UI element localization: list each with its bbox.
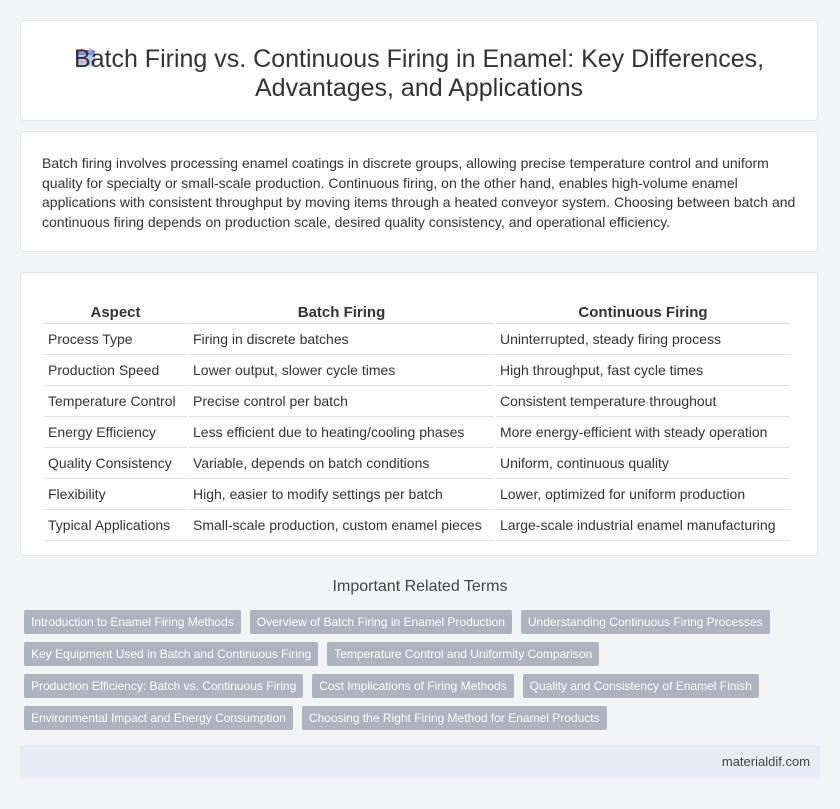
table-cell: Typical Applications — [44, 510, 187, 541]
footer-site-link[interactable]: materialdif.com — [721, 754, 810, 769]
table-cell: Variable, depends on batch conditions — [189, 448, 494, 479]
table-row — [44, 479, 790, 510]
table-cell: Precise control per batch — [189, 386, 494, 417]
related-term-tag[interactable]: Choosing the Right Firing Method for Enamel Products — [302, 706, 607, 730]
table-cell: Large-scale industrial enamel manufacturing — [496, 510, 790, 541]
tag-row — [24, 610, 824, 642]
related-term-tag[interactable]: Understanding Continuous Firing Processes — [521, 610, 770, 634]
comparison-table — [42, 293, 792, 541]
table-row — [44, 355, 790, 386]
table-cell: Uninterrupted, steady firing process — [496, 324, 790, 355]
related-term-tag[interactable]: Introduction to Enamel Firing Methods — [24, 610, 241, 634]
related-term-tag[interactable]: Quality and Consistency of Enamel Finish — [523, 674, 759, 698]
table-row — [44, 417, 790, 448]
table-row — [44, 386, 790, 417]
title-line-2: Advantages, and Applications — [254, 74, 583, 102]
header-batch-firing: Batch Firing — [189, 293, 494, 324]
related-terms-list — [24, 610, 824, 738]
table-row — [44, 448, 790, 479]
table-cell: Firing in discrete batches — [189, 324, 494, 355]
related-term-tag[interactable]: Environmental Impact and Energy Consumption — [24, 706, 293, 730]
title-line-1: Batch Firing vs. Continuous Firing in Enamel: Key Differences, — [73, 45, 765, 73]
table-cell: More energy-efficient with steady operation — [496, 417, 790, 448]
related-term-tag[interactable]: Overview of Batch Firing in Enamel Production — [250, 610, 512, 634]
table-cell: Temperature Control — [44, 386, 187, 417]
comparison-card — [20, 272, 818, 556]
header-aspect: Aspect — [44, 293, 187, 324]
header-continuous-firing: Continuous Firing — [496, 293, 790, 324]
table-cell: Uniform, continuous quality — [496, 448, 790, 479]
table-header-row — [44, 293, 790, 324]
table-cell: Less efficient due to heating/cooling phases — [189, 417, 494, 448]
header-card — [20, 20, 818, 121]
table-cell: Quality Consistency — [44, 448, 187, 479]
table-row — [44, 324, 790, 355]
table-cell: Production Speed — [44, 355, 187, 386]
page-title — [21, 45, 817, 103]
table-cell: Flexibility — [44, 479, 187, 510]
related-term-tag[interactable]: Cost Implications of Firing Methods — [312, 674, 513, 698]
tag-row — [24, 674, 824, 706]
related-term-tag[interactable]: Temperature Control and Uniformity Comparison — [327, 642, 599, 666]
related-term-tag[interactable]: Key Equipment Used in Batch and Continuous Firing — [24, 642, 318, 666]
tag-row — [24, 642, 824, 674]
related-terms-heading: Important Related Terms — [332, 578, 508, 595]
table-cell: Lower, optimized for uniform production — [496, 479, 790, 510]
table-cell: High, easier to modify settings per batch — [189, 479, 494, 510]
table-cell: Process Type — [44, 324, 187, 355]
related-term-tag[interactable]: Production Efficiency: Batch vs. Continuous Firing — [24, 674, 303, 698]
tag-row — [24, 706, 824, 738]
table-row — [44, 510, 790, 541]
footer — [20, 745, 820, 778]
table-cell: Energy Efficiency — [44, 417, 187, 448]
table-cell: High throughput, fast cycle times — [496, 355, 790, 386]
table-cell: Consistent temperature throughout — [496, 386, 790, 417]
intro-paragraph: Batch firing involves processing enamel coatings in discrete groups, allowing precise temperature control and uniform quality for specialty or small-scale production. Continuous firing, on the other hand, enables high-volume enamel applications with consistent throughput by moving items through a heated conveyor system. Choosing between batch and continuous firing depends on production scale, desired quality consistency, and operational efficiency. — [42, 155, 796, 230]
intro-card — [20, 131, 818, 252]
table-cell: Small-scale production, custom enamel pieces — [189, 510, 494, 541]
table-cell: Lower output, slower cycle times — [189, 355, 494, 386]
